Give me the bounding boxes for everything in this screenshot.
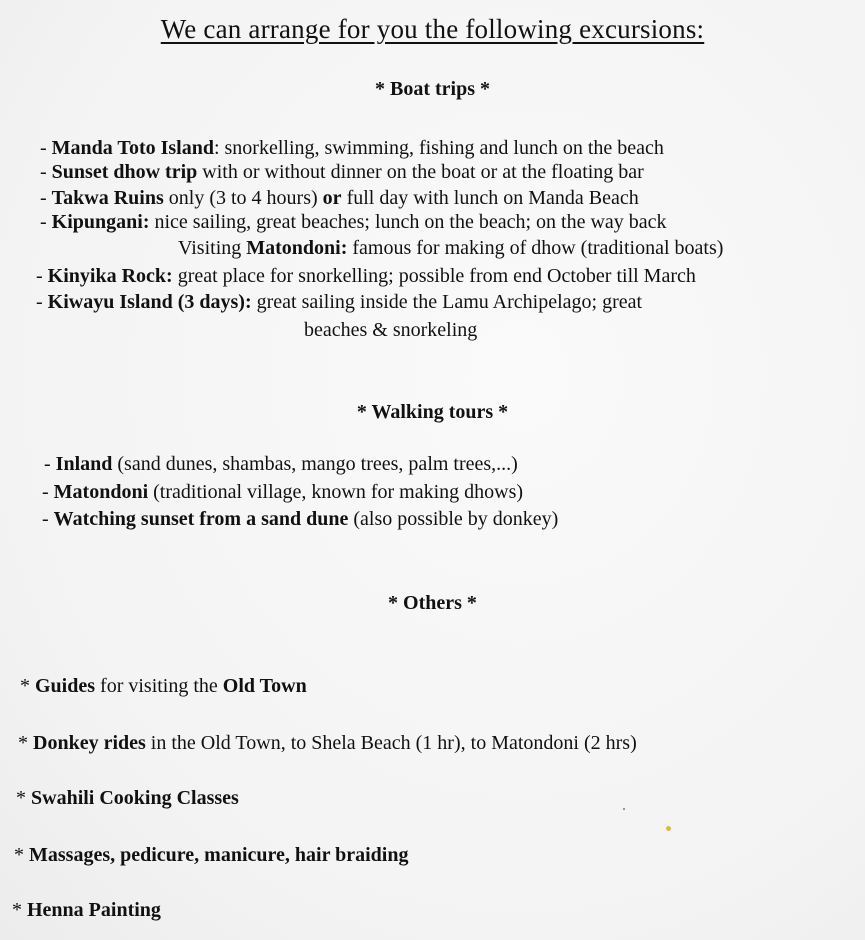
paper-speck xyxy=(623,808,625,810)
item-lead: * xyxy=(12,899,27,921)
item-lead: - xyxy=(36,291,48,313)
item-text: famous for making of dhow (traditional boats) xyxy=(347,237,724,259)
page-title: We can arrange for you the following excursions: xyxy=(160,14,705,44)
walking-item-matondoni xyxy=(42,480,523,504)
item-lead: * xyxy=(18,732,33,754)
boat-item-kiwayu-continued xyxy=(304,318,477,342)
item-lead: - xyxy=(42,508,54,530)
item-bold: Watching sunset from a sand dune xyxy=(53,508,349,530)
item-lead: * xyxy=(14,844,29,866)
others-item-henna xyxy=(12,898,161,922)
item-bold-2: or xyxy=(322,187,342,209)
item-bold-2: Old Town xyxy=(222,675,307,697)
others-heading: * Others * xyxy=(388,592,477,614)
item-bold: Takwa Ruins xyxy=(51,187,164,209)
walking-tours-heading: * Walking tours * xyxy=(356,401,509,423)
boat-item-sunset-dhow xyxy=(40,160,644,184)
others-item-massages xyxy=(14,843,408,867)
item-text: only (3 to 4 hours) xyxy=(163,187,323,209)
others-item-cooking-classes xyxy=(16,786,239,810)
item-lead: - xyxy=(40,211,52,233)
boat-trips-heading: * Boat trips * xyxy=(375,78,490,100)
item-text: (also possible by donkey) xyxy=(348,508,559,530)
item-lead: - xyxy=(40,137,52,159)
item-bold: Guides xyxy=(35,675,96,697)
item-bold: Matondoni: xyxy=(246,237,348,259)
item-bold: Henna Painting xyxy=(27,899,161,921)
others-item-guides xyxy=(20,674,307,698)
item-lead: * xyxy=(16,787,31,809)
item-lead: - xyxy=(40,161,52,183)
item-text-2: full day with lunch on Manda Beach xyxy=(341,187,639,209)
item-text: great sailing inside the Lamu Archipelago; great xyxy=(251,291,643,313)
others-item-donkey-rides xyxy=(18,731,637,755)
item-text: (sand dunes, shambas, mango trees, palm trees,...) xyxy=(112,453,518,475)
item-bold: Swahili Cooking Classes xyxy=(31,787,239,809)
boat-item-kinyika-rock xyxy=(36,264,696,288)
paper-speck xyxy=(666,826,671,831)
item-bold: Massages, pedicure, manicure, hair braiding xyxy=(29,844,409,866)
item-bold: Sunset dhow trip xyxy=(51,161,198,183)
item-bold: Inland xyxy=(55,453,113,475)
item-bold: Donkey rides xyxy=(33,732,146,754)
boat-item-kiwayu-island xyxy=(36,290,642,314)
boat-item-kipungani xyxy=(40,210,667,234)
item-text: great place for snorkelling; possible from end October till March xyxy=(172,265,696,287)
item-bold: Matondoni xyxy=(53,481,149,503)
item-lead: - xyxy=(36,265,48,287)
item-bold: Kiwayu Island (3 days): xyxy=(47,291,252,313)
boat-item-manda-toto xyxy=(40,136,664,160)
item-bold: Kinyika Rock: xyxy=(47,265,173,287)
boat-item-takwa-ruins xyxy=(40,186,639,210)
item-text: in the Old Town, to Shela Beach (1 hr), to Matondoni (2 hrs) xyxy=(145,732,637,754)
item-text: beaches & snorkeling xyxy=(304,319,478,341)
item-text: nice sailing, great beaches; lunch on the beach; on the way back xyxy=(149,211,667,233)
item-lead: - xyxy=(44,453,56,475)
walking-item-sunset-dune xyxy=(42,507,558,531)
boat-item-matondoni xyxy=(178,236,723,260)
item-lead: Visiting xyxy=(178,237,247,259)
item-lead: - xyxy=(42,481,54,503)
walking-item-inland xyxy=(44,452,518,476)
item-text: : snorkelling, swimming, fishing and lunch on the beach xyxy=(213,137,664,159)
item-lead: - xyxy=(40,187,52,209)
item-text: with or without dinner on the boat or at the floating bar xyxy=(197,161,644,183)
item-bold: Manda Toto Island xyxy=(51,137,214,159)
item-bold: Kipungani: xyxy=(51,211,150,233)
item-text: (traditional village, known for making dhows) xyxy=(148,481,524,503)
item-text: for visiting the xyxy=(95,675,223,697)
item-lead: * xyxy=(20,675,35,697)
